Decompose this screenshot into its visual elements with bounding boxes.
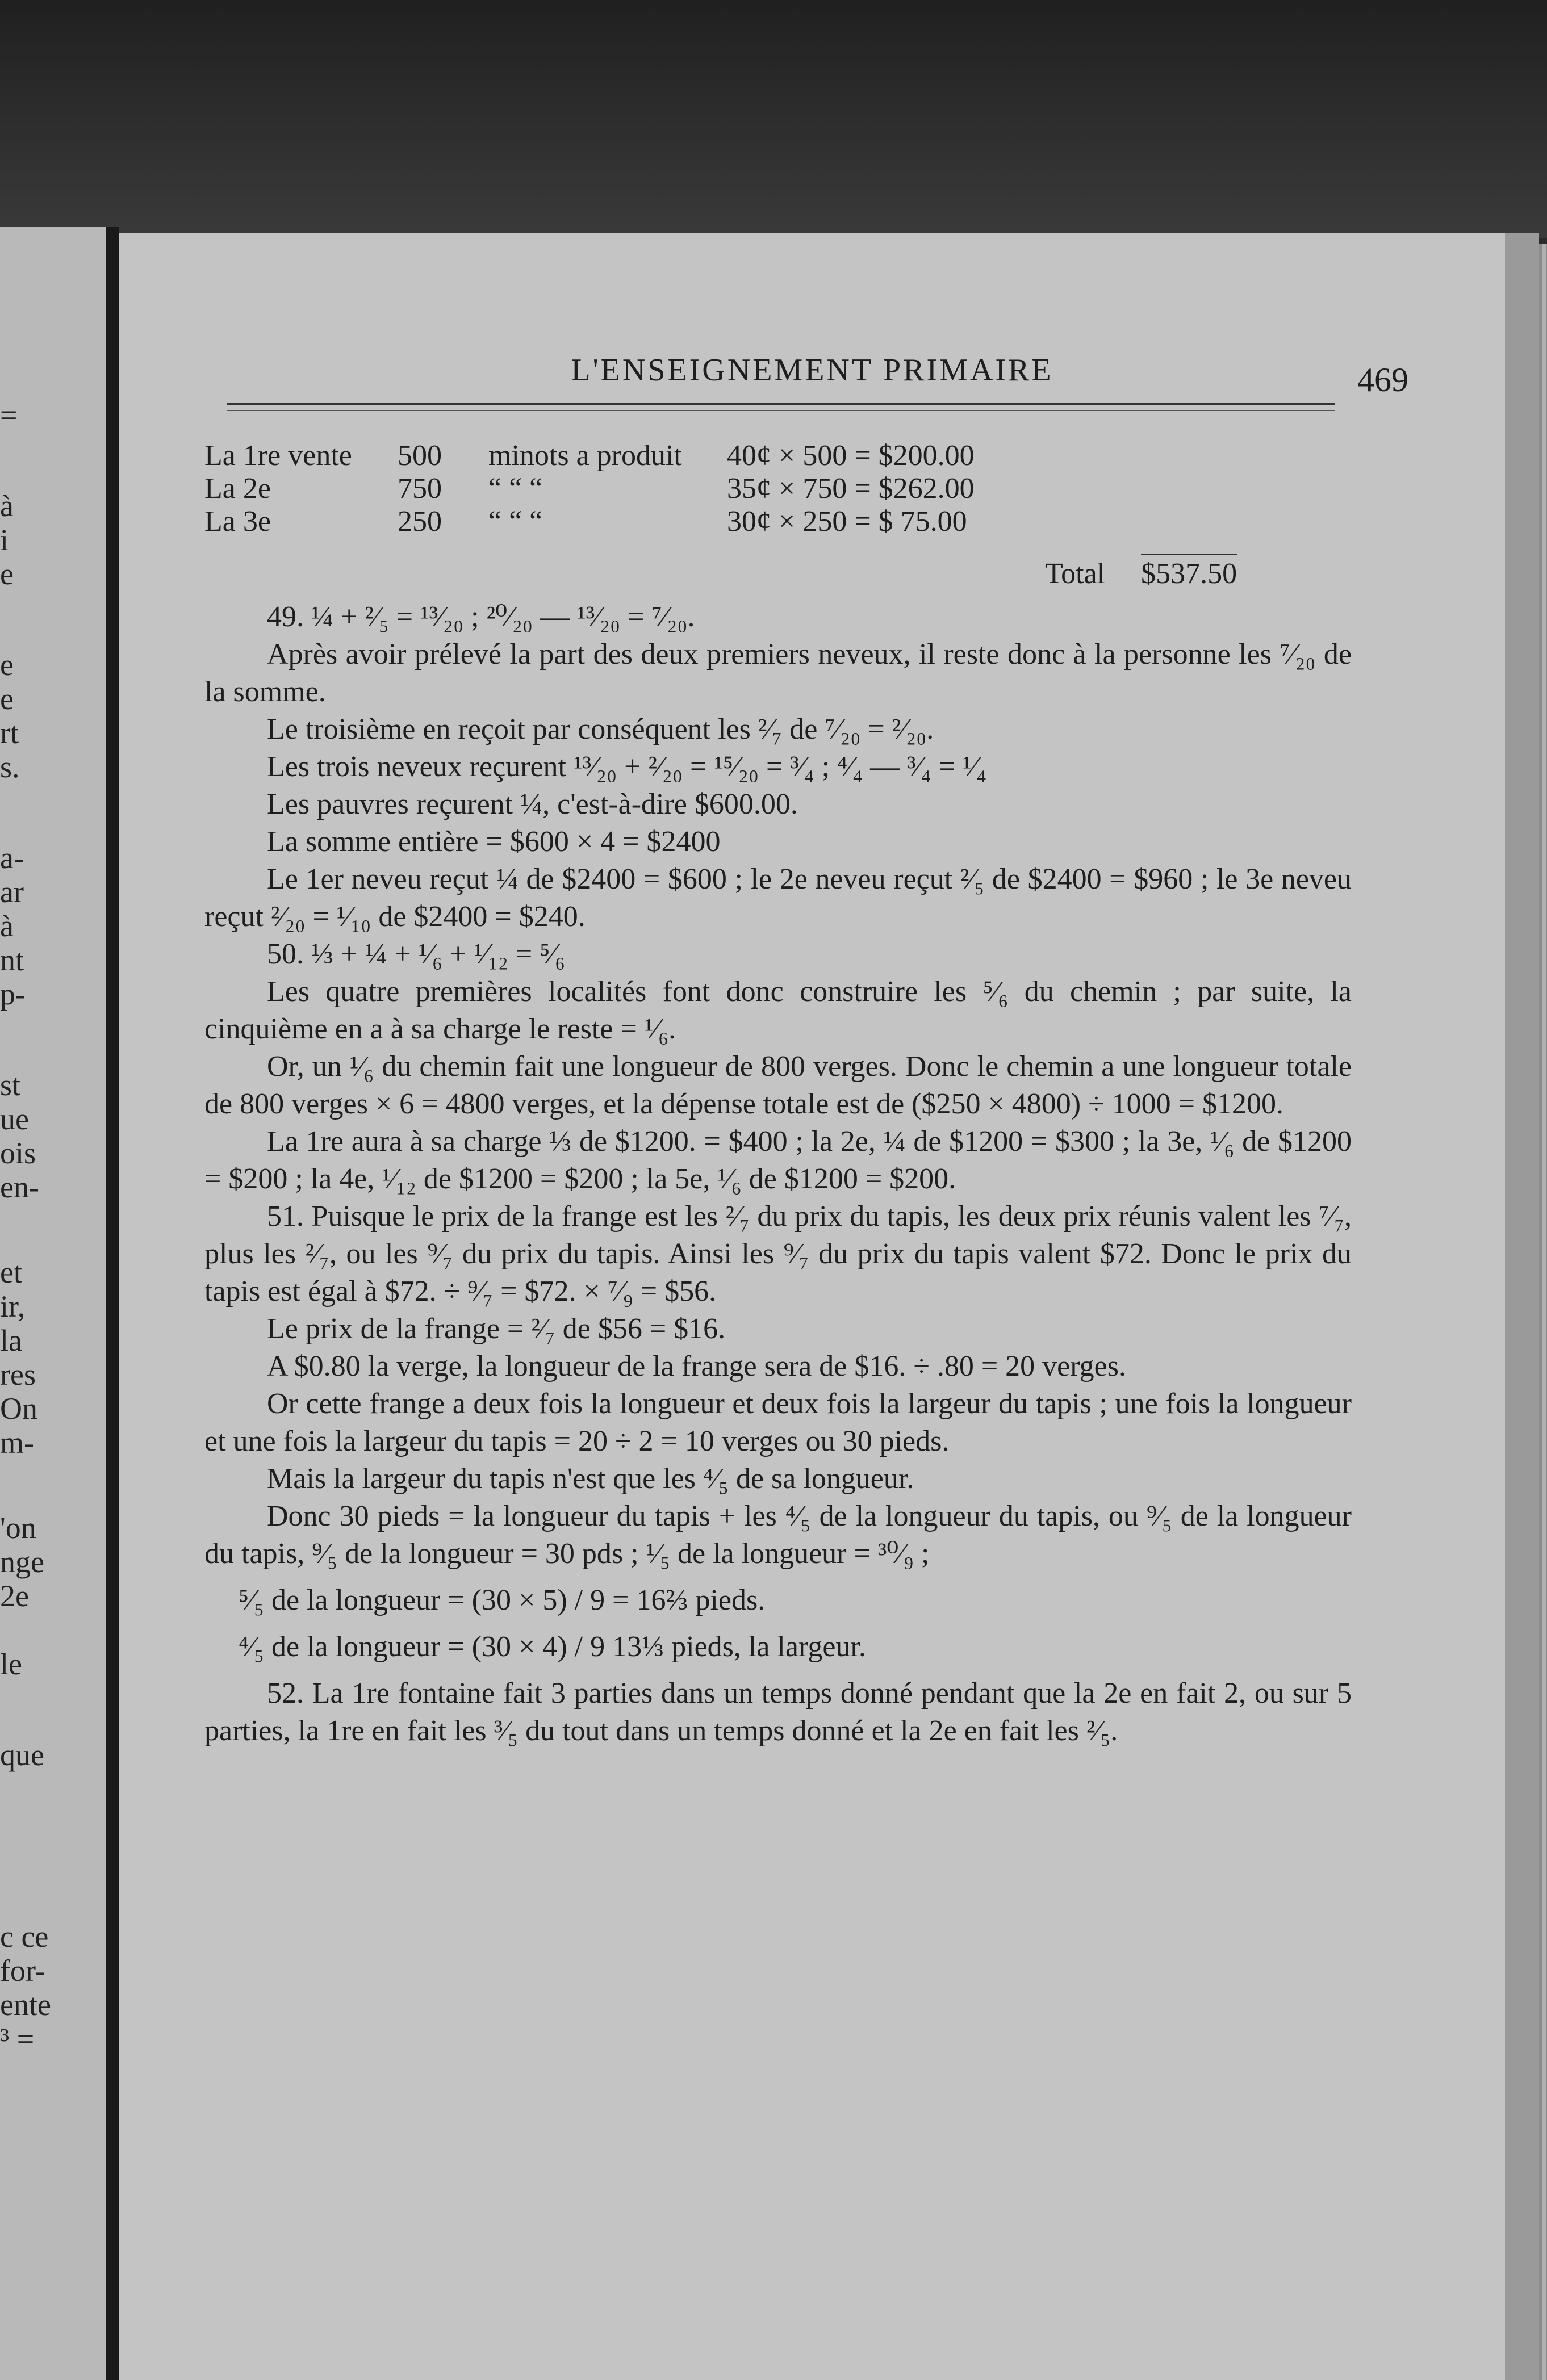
left-fragment: en- <box>0 1170 39 1204</box>
paragraph: Les quatre premières localités font donc construire les ⁵⁄₆ du chemin ; par suite, la cinquième en a à sa charge le reste = ¹⁄₆. <box>204 975 1352 1045</box>
left-fragment: s. <box>0 750 20 784</box>
sale-description: minots a produit <box>488 439 682 472</box>
left-fragment: ois <box>0 1136 36 1170</box>
book-spine <box>106 227 119 2380</box>
total-label: Total <box>1045 558 1106 590</box>
left-fragment: rt <box>0 716 19 750</box>
sale-calculation: 30¢ × 250 = $ 75.00 <box>727 505 967 538</box>
left-fragment: ue <box>0 1102 29 1136</box>
sale-description: “ “ “ <box>488 505 543 538</box>
page-number: 469 <box>1357 361 1408 399</box>
left-fragment: i <box>0 523 9 557</box>
paragraph: La 1re aura à sa charge ⅓ de $1200. = $400 ; la 2e, ¼ de $1200 = $300 ; la 3e, ¹⁄₆ de $1200 = $200 ; la 4e, ¹⁄₁₂ de $1200 = $200 ; la 5e, ¹⁄₆ de $1200 = $200. <box>204 1125 1352 1195</box>
left-fragment: le <box>0 1647 22 1681</box>
left-fragment: ente <box>0 1988 51 2022</box>
left-fragment: à <box>0 489 14 523</box>
left-fragment: for- <box>0 1954 45 1988</box>
paragraph: 51. Puisque le prix de la frange est les ²⁄₇ du prix du tapis, les deux prix réunis valent les ⁷⁄₇, plus les ²⁄₇, ou les ⁹⁄₇ du prix du tapis. Ainsi les ⁹⁄₇ du prix du tapis valent $72. Donc le prix du tapis est égal à $72. ÷ ⁹⁄₇ = $72. × ⁷⁄₉ = $56. <box>204 1200 1352 1308</box>
paragraph: Le prix de la frange = ²⁄₇ de $56 = $16. <box>267 1313 726 1345</box>
paragraph: 50. ⅓ + ¼ + ¹⁄₆ + ¹⁄₁₂ = ⁵⁄₆ <box>267 938 566 970</box>
sale-description: “ “ “ <box>488 472 543 505</box>
left-fragment: que <box>0 1738 44 1772</box>
left-fragment: c ce <box>0 1920 49 1954</box>
paragraph: La somme entière = $600 × 4 = $2400 <box>267 826 721 858</box>
left-fragment: nt <box>0 943 24 977</box>
paragraph: Le troisième en reçoit par conséquent les ²⁄₇ de ⁷⁄₂₀ = ²⁄₂₀. <box>267 713 934 745</box>
paragraph: Après avoir prélevé la part des deux premiers neveux, il reste donc à la personne les ⁷⁄₂₀ de la somme. <box>204 638 1352 708</box>
left-fragment: ar <box>0 875 24 909</box>
running-head: L'ENSEIGNEMENT PRIMAIRE <box>571 353 1053 388</box>
paragraph: Or, un ¹⁄₆ du chemin fait une longueur de 800 verges. Donc le chemin a une longueur totale de 800 verges × 6 = 4800 verges, et la dépense totale est de ($250 × 4800) ÷ 1000 = $1200. <box>204 1050 1352 1120</box>
left-fragment: On <box>0 1392 37 1426</box>
sales-row <box>204 470 1352 503</box>
sale-label: La 3e <box>204 505 271 538</box>
header-rule <box>227 410 1335 411</box>
left-fragment: e <box>0 557 14 591</box>
left-fragment: nge <box>0 1545 44 1579</box>
left-fragment: 2e <box>0 1579 29 1613</box>
left-fragment: la <box>0 1323 22 1357</box>
sale-label: La 1re vente <box>204 439 352 472</box>
left-fragment: = <box>0 398 18 432</box>
paragraph: A $0.80 la verge, la longueur de la frange sera de $16. ÷ .80 = 20 verges. <box>267 1350 1126 1382</box>
left-fragment: st <box>0 1068 21 1102</box>
left-fragment: e <box>0 648 14 682</box>
equation: ⁴⁄₅ de la longueur = (30 × 4) / 9 13⅓ pieds, la largeur. <box>239 1631 866 1663</box>
paragraph: Donc 30 pieds = la longueur du tapis + les ⁴⁄₅ de la longueur du tapis, ou ⁹⁄₅ de la longueur du tapis, ⁹⁄₅ de la longueur = 30 pds ; ¹⁄₅ de la longueur = ³⁰⁄₉ ; <box>204 1500 1352 1570</box>
total-value: $537.50 <box>1141 554 1237 590</box>
left-fragment: et <box>0 1255 22 1289</box>
sale-quantity: 250 <box>398 505 442 538</box>
paragraph: Les trois neveux reçurent ¹³⁄₂₀ + ²⁄₂₀ = ¹⁵⁄₂₀ = ³⁄₄ ; ⁴⁄₄ — ³⁄₄ = ¹⁄₄ <box>267 751 987 783</box>
header-rule <box>227 403 1335 405</box>
paragraph: 49. ¼ + ²⁄₅ = ¹³⁄₂₀ ; ²⁰⁄₂₀ — ¹³⁄₂₀ = ⁷⁄₂₀. <box>267 601 695 633</box>
book-page <box>119 233 1539 2380</box>
sale-label: La 2e <box>204 472 271 505</box>
left-fragment: à <box>0 909 14 943</box>
left-fragment: e <box>0 682 14 716</box>
background-dark <box>0 0 1547 238</box>
sales-row <box>204 503 1352 536</box>
sale-calculation: 35¢ × 750 = $262.00 <box>727 472 975 505</box>
left-fragment: 'on <box>0 1511 36 1545</box>
sales-row <box>204 437 1352 470</box>
sale-quantity: 500 <box>398 439 442 472</box>
sale-calculation: 40¢ × 500 = $200.00 <box>727 439 975 472</box>
equation: ⁵⁄₅ de la longueur = (30 × 5) / 9 = 16⅔ pieds. <box>239 1584 766 1616</box>
page-body <box>204 437 1352 1750</box>
left-fragment: res <box>0 1357 36 1392</box>
paragraph: Le 1er neveu reçut ¼ de $2400 = $600 ; le 2e neveu reçut ²⁄₅ de $2400 = $960 ; le 3e neveu reçut ²⁄₂₀ = ¹⁄₁₀ de $2400 = $240. <box>204 863 1352 933</box>
paragraph: 52. La 1re fontaine fait 3 parties dans un temps donné pendant que la 2e en fait 2, ou sur 5 parties, la 1re en fait les ³⁄₅ du tout dans un temps donné et la 2e en fait les ²⁄₅. <box>204 1677 1352 1747</box>
paragraph: Les pauvres reçurent ¼, c'est-à-dire $600.00. <box>267 788 798 820</box>
left-fragment: a- <box>0 841 24 875</box>
paragraph: Mais la largeur du tapis n'est que les ⁴⁄₅ de sa longueur. <box>267 1463 914 1495</box>
left-fragment: m- <box>0 1426 34 1460</box>
left-fragment: ir, <box>0 1289 26 1323</box>
left-fragment: ³ = <box>0 2022 35 2056</box>
sales-total <box>204 555 1352 593</box>
left-page-edge <box>0 227 108 2380</box>
sale-quantity: 750 <box>398 472 442 505</box>
paragraph: Or cette frange a deux fois la longueur et deux fois la largeur du tapis ; une fois la longueur et une fois la largeur du tapis = 20 ÷ 2 = 10 verges ou 30 pieds. <box>204 1388 1352 1457</box>
left-fragment: p- <box>0 977 26 1011</box>
